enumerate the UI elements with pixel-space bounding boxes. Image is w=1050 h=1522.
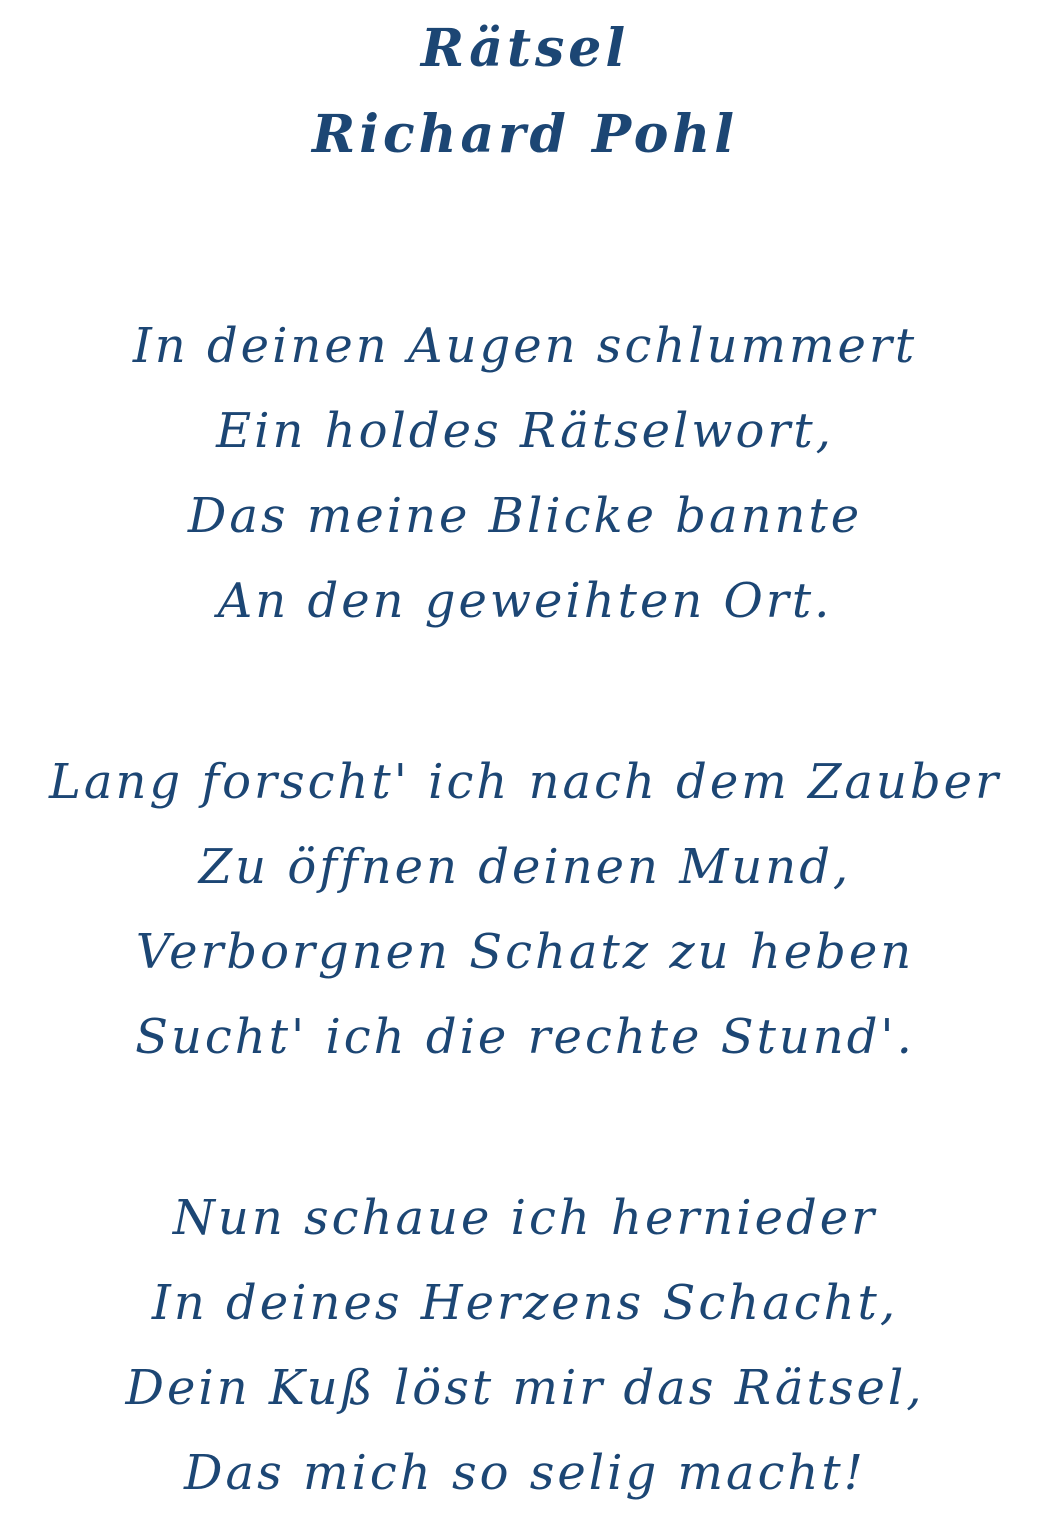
poem-header	[0, 0, 1050, 178]
poem-author: Richard Pohl	[312, 104, 738, 165]
poem-line: Das mich so selig macht!	[184, 1445, 866, 1501]
poem-line: Dein Kuß löst mir das Rätsel,	[125, 1360, 925, 1416]
poem-line: Lang forscht' ich nach dem Zauber	[48, 754, 1002, 810]
poem-line: In deines Herzens Schacht,	[151, 1275, 899, 1331]
stanza-3	[0, 1176, 1050, 1516]
stanza-2	[0, 740, 1050, 1080]
poem-line: Nun schaue ich hernieder	[172, 1190, 878, 1246]
poem-title: Rätsel	[420, 18, 630, 79]
poem-line: An den geweihten Ort.	[217, 573, 833, 629]
poem-line: Sucht' ich die rechte Stund'.	[135, 1009, 915, 1065]
poem-line: Verborgnen Schatz zu heben	[135, 924, 915, 980]
poem-line: Das meine Blicke bannte	[187, 488, 863, 544]
poem-line: In deinen Augen schlummert	[132, 318, 918, 374]
poem-line: Zu öffnen deinen Mund,	[198, 839, 852, 895]
stanza-1	[0, 304, 1050, 644]
poem-line: Ein holdes Rätselwort,	[216, 403, 834, 459]
